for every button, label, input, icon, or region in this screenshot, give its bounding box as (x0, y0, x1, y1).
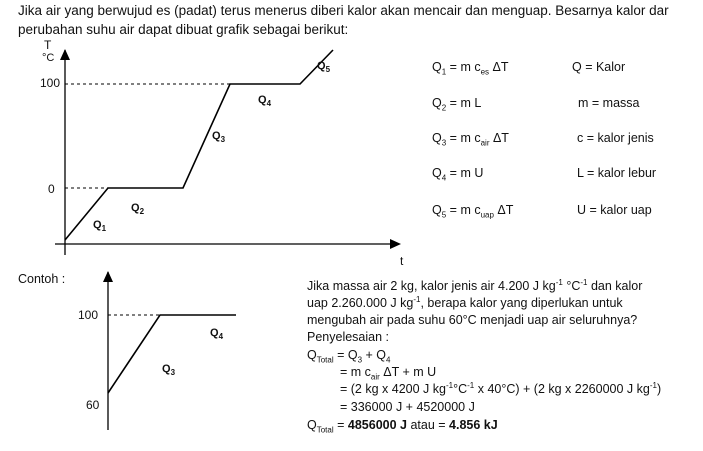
final-answer-kilojoule: 4.856 kJ (449, 418, 498, 432)
segment-q2-label: $Q_2$ (131, 202, 145, 217)
solution-line-4: = 336000 J + 4520000 J (340, 400, 475, 414)
segment-q3-label: $Q_3$ (212, 130, 226, 145)
formula-q5: $Q_5 = m$ $c_{uap}$ ΔT (432, 203, 514, 220)
segment-q5-label: $Q_5$ (317, 60, 331, 75)
solution-line-2: = m $c_{air}$ ΔT + m U (340, 365, 437, 382)
graph1-tick-0: 0 (48, 182, 55, 196)
graph1-y-unit: °C (42, 52, 55, 64)
graph2-tick-60: 60 (86, 398, 100, 412)
graph1-x-arrow (390, 239, 401, 249)
solution-line-1: $Q_{Total} = Q_3 + Q_4$ (307, 348, 391, 365)
graph1-x-label: t (400, 254, 404, 268)
graph1-tick-100: 100 (40, 76, 61, 90)
graph1-y-label: T (44, 38, 52, 52)
graph2-q3-label: $Q_3$ (162, 363, 176, 378)
graph2-q4-label: $Q_4$ (210, 327, 224, 342)
graph1-y-arrow (60, 49, 70, 60)
example-label: Contoh : (18, 272, 66, 286)
formula-q3: $Q_3 = m$ $c_{air}$ ΔT (432, 131, 509, 148)
solution-line-3: = (2 kg x 4200 J $kg^{-1}^\circ C^{-1}$ x 40°C) + (2 kg x 2260000 J $kg^{-1}$) (340, 380, 662, 396)
legend-kalor: Q = Kalor (572, 60, 626, 74)
final-answer-joule: 4856000 J (347, 418, 407, 432)
graph2-tick-100: 100 (78, 308, 99, 322)
graph2-y-arrow (103, 271, 113, 282)
formula-q4: $Q_4 = m$ U (432, 166, 484, 183)
graph1-heating-curve (65, 50, 333, 240)
problem-line-3: mengubah air pada suhu 60°C menjadi uap air seluruhnya? (307, 313, 638, 327)
problem-statement (307, 278, 685, 346)
intro-line-2: perubahan suhu air dapat dibuat grafik sebagai berikut: (18, 22, 349, 37)
legend-kalor-uap: U = kalor uap (577, 203, 652, 217)
intro-line-1: Jika air yang berwujud es (padat) terus menerus diberi kalor akan mencair dan menguap. Besarnya kalor dar (18, 3, 669, 18)
formula-q1: $Q_1 = m$ $c_{es}$ ΔT (432, 60, 509, 77)
solution-label: Penyelesaian : (307, 330, 390, 344)
solution-line-5: $Q_{Total} = 4856000$ J atau = 4.856 kJ (307, 418, 498, 435)
legend-kalor-jenis: c = kalor jenis (577, 131, 654, 145)
legend-kalor-lebur: L = kalor lebur (577, 166, 657, 180)
legend-massa: m = massa (578, 96, 640, 110)
segment-q4-label: $Q_4$ (258, 94, 272, 109)
problem-line-1: Jika massa air 2 kg, kalor jenis air 4.200 J $kg^{-1}$ $^\circ C^{-1}$ dan kalor (307, 277, 643, 293)
segment-q1-label: $Q_1$ (93, 219, 107, 234)
formula-q2: $Q_2 = m$ L (432, 96, 482, 113)
problem-line-2: uap 2.260.000 J $kg^{-1}$, berapa kalor yang diperlukan untuk (307, 294, 623, 310)
